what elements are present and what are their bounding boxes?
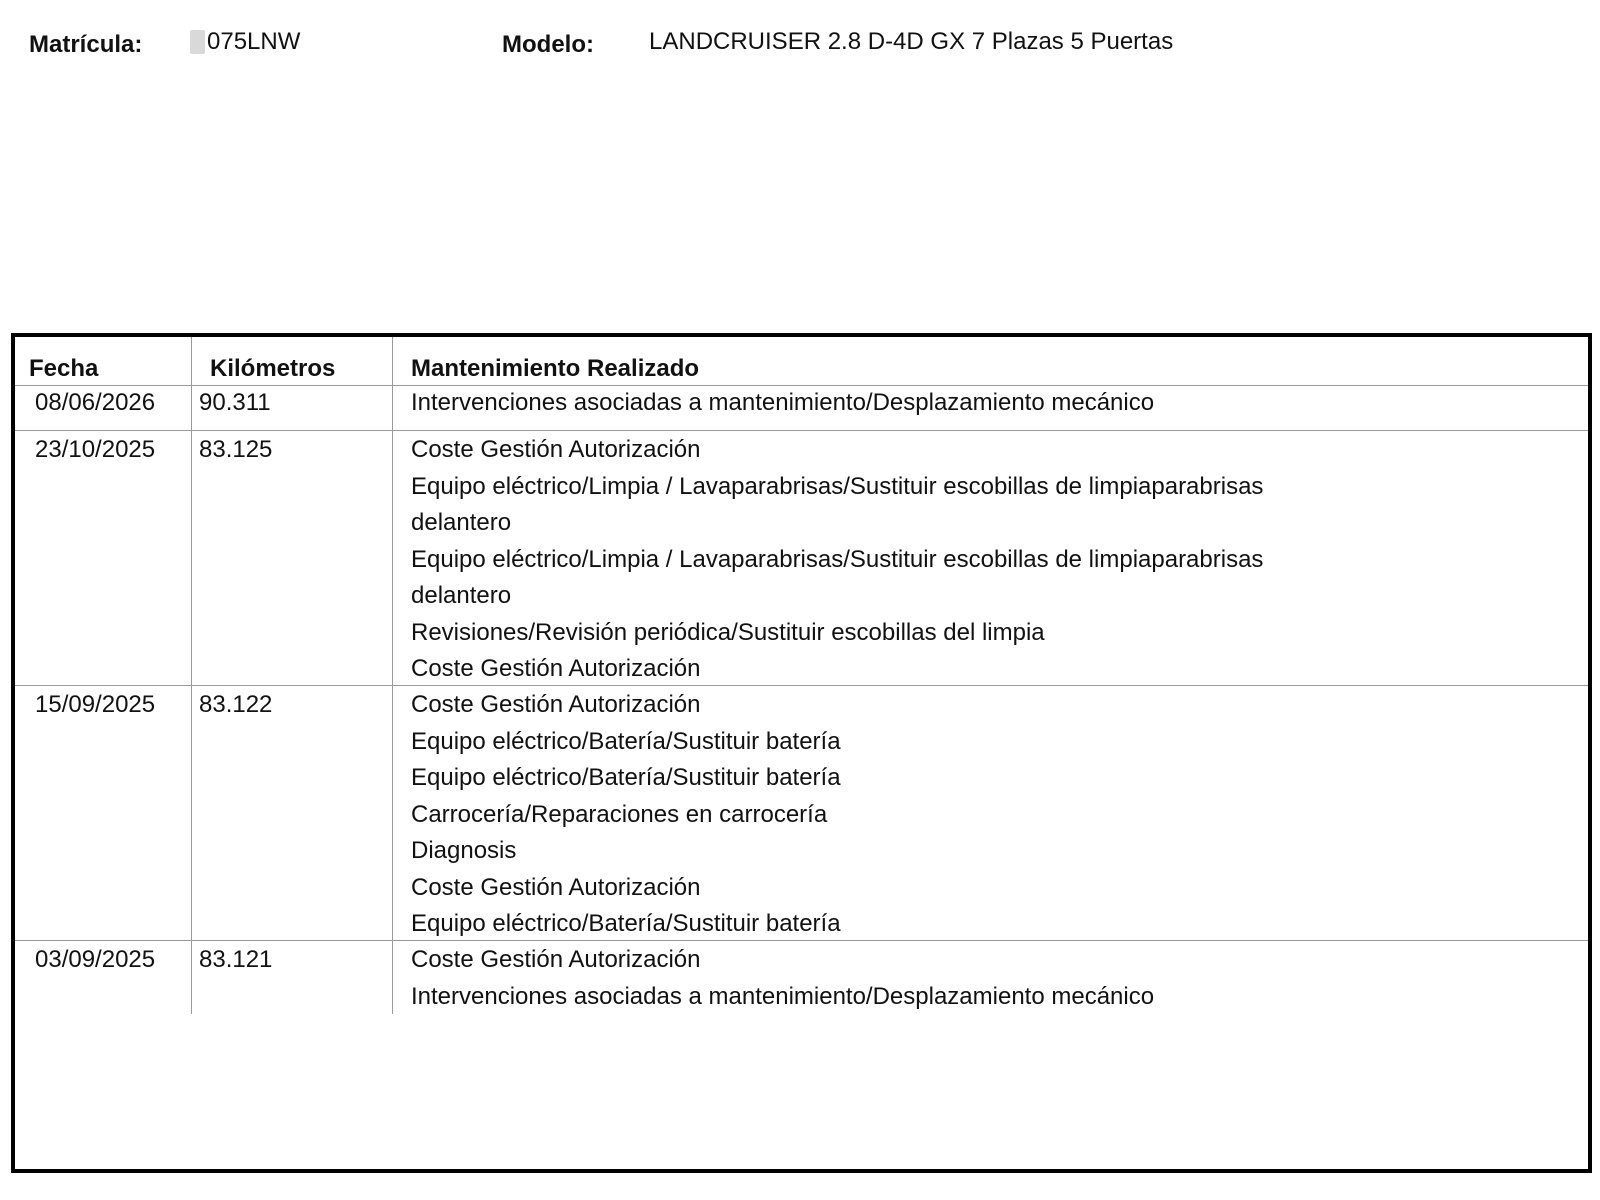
maintenance-item: Coste Gestión Autorización <box>411 436 701 463</box>
maintenance-item: Carrocería/Reparaciones en carrocería <box>411 800 828 828</box>
maintenance-item: Diagnosis <box>411 837 517 864</box>
maintenance-item: Equipo eléctrico/Limpia / Lavaparabrisas/Sustituir escobillas de limpiaparabrisas <box>411 472 1264 500</box>
maintenance-item: Coste Gestión Autorización <box>411 873 701 901</box>
maintenance-item: Equipo eléctrico/Batería/Sustituir batería <box>411 910 841 937</box>
date-cell: 23/10/2025 <box>35 436 156 463</box>
maintenance-item: delantero <box>411 582 512 609</box>
maintenance-list <box>411 687 1411 943</box>
maintenance-item: Revisiones/Revisión periódica/Sustituir escobillas del limpia <box>411 618 1045 646</box>
plate-value: 075LNW <box>207 28 301 55</box>
maintenance-item: Intervenciones asociadas a mantenimiento/Desplazamiento mecánico <box>411 389 1155 416</box>
column-header-km: Kilómetros <box>210 355 336 382</box>
maintenance-item: delantero <box>411 509 512 536</box>
maintenance-item: Equipo eléctrico/Limpia / Lavaparabrisas/Sustituir escobillas de limpiaparabrisas <box>411 545 1264 573</box>
maintenance-item: Intervenciones asociadas a mantenimiento/Desplazamiento mecánico <box>411 982 1155 1010</box>
km-cell: 83.122 <box>199 691 273 718</box>
model-label: Modelo: <box>502 31 594 58</box>
maintenance-list <box>411 432 1411 688</box>
maintenance-item: Coste Gestión Autorización <box>411 691 701 718</box>
km-cell: 83.121 <box>199 946 273 973</box>
column-header-maintenance: Mantenimiento Realizado <box>411 355 700 382</box>
maintenance-list <box>411 942 1411 1015</box>
plate-label: Matrícula: <box>29 31 143 58</box>
date-cell: 08/06/2026 <box>35 389 156 416</box>
date-cell: 15/09/2025 <box>35 691 156 718</box>
maintenance-item: Coste Gestión Autorización <box>411 655 701 682</box>
maintenance-list <box>411 385 1411 422</box>
maintenance-item: Equipo eléctrico/Batería/Sustituir batería <box>411 727 841 755</box>
plate-redaction <box>190 30 205 54</box>
km-cell: 83.125 <box>199 436 273 463</box>
column-divider-1 <box>191 337 192 1014</box>
column-header-date: Fecha <box>29 355 99 382</box>
row-divider-1 <box>15 430 1588 431</box>
model-value: LANDCRUISER 2.8 D-4D GX 7 Plazas 5 Puertas <box>649 28 1174 55</box>
column-divider-2 <box>392 337 393 1014</box>
maintenance-item: Coste Gestión Autorización <box>411 946 701 973</box>
maintenance-item: Equipo eléctrico/Batería/Sustituir batería <box>411 764 841 791</box>
km-cell: 90.311 <box>199 389 271 416</box>
date-cell: 03/09/2025 <box>35 946 156 973</box>
